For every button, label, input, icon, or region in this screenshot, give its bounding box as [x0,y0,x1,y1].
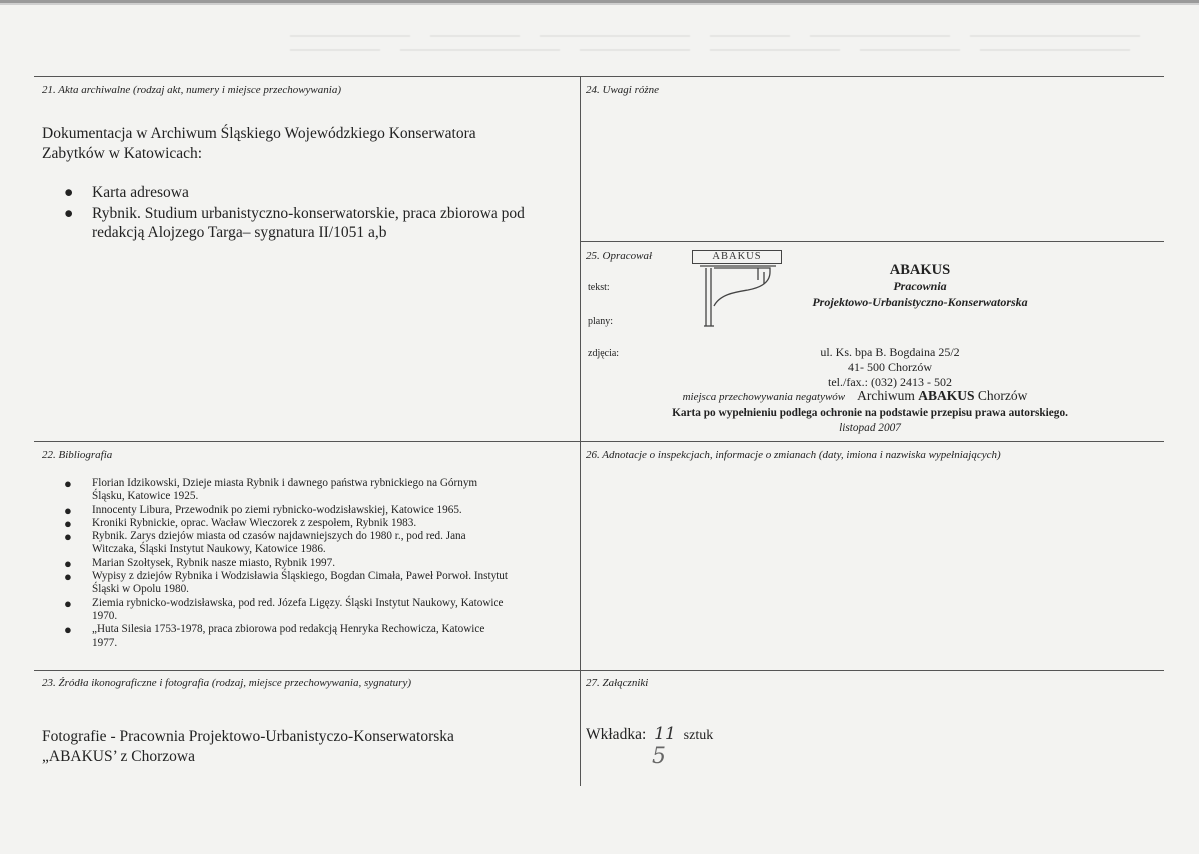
section-25-caption: 25. Opracował [586,250,652,262]
scan-edge-shadow [0,3,1199,5]
list-item-text: Karta adresowa [92,184,189,201]
rule-middle [34,441,1164,442]
list-item-text-cont: 1977. [92,636,118,649]
list-item-text: Wypisy z dziejów Rybnika i Wodzisławia Śląskiego, Bogdan Cimała, Paweł Porwoł. Instytut [92,570,509,583]
attachments-unit: sztuk [683,728,714,743]
firm-sub2: Projektowo-Urbanistyczno-Konserwatorska [812,295,1028,309]
handwritten-count: 11 [654,724,676,744]
list-item-text: Ziemia rybnicko-wodzisławska, pod red. Józefa Ligęzy. Śląski Instytut Naukowy, Katowice [92,596,504,609]
section-21-intro-line1: Dokumentacja w Archiwum Śląskiego Wojewódzkiego Konserwatora [42,125,476,142]
list-item-text: Rybnik. Studium urbanistyczno-konserwatorskie, praca zbiorowa pod [92,205,525,222]
list-item-text: „Huta Silesia 1753-1978, praca zbiorowa pod redakcją Henryka Rechowicza, Katowice [92,623,485,636]
phone: tel./fax.: (032) 2413 - 502 [828,375,952,389]
section-21-intro [42,124,572,164]
section-21-intro-line2: Zabytków w Katowicach: [42,145,203,162]
bullet-icon: ● [64,184,74,201]
list-item-text-cont: 1970. [92,609,118,622]
address-line2: 41- 500 Chorzów [848,360,932,374]
negatives-suffix: Chorzów [974,388,1028,403]
label-zdjecia: zdjęcia: [588,348,620,359]
negatives-label: miejsca przechowywania negatywów [682,391,846,403]
bullet-icon: ● [64,205,74,222]
list-item [60,504,576,517]
section-21-list [60,183,572,244]
negatives-prefix: Archiwum [857,388,919,403]
attachments-label: Wkładka: [586,726,647,743]
list-item-text: Rybnik. Zarys dziejów miasta od czasów najdawniejszych do 1980 r., pod red. Jana [92,530,466,543]
bullet-icon: ● [64,569,72,585]
list-item-text-cont: redakcją Alojzego Targa– sygnatura II/1051 a,b [92,224,387,241]
rule-s25-top [580,241,1164,242]
rule-center [580,76,581,786]
bullet-icon: ● [64,502,72,518]
bibliography-list [60,477,576,650]
section-23-text [42,727,572,767]
list-item [60,623,576,650]
abakus-logo [692,250,782,330]
label-tekst: tekst: [588,282,610,293]
section-23-line2: „ABAKUS’ z Chorzowa [42,748,195,765]
section-27-caption: 27. Załączniki [586,677,649,689]
bullet-icon: ● [64,476,72,491]
address-line1: ul. Ks. bpa B. Bogdaina 25/2 [820,345,960,359]
section-23-caption: 23. Źródła ikonograficzne i fotografia (rodzaj, miejsce przechowywania, sygnatury) [42,677,411,689]
list-item [60,597,576,624]
list-item-text: Kroniki Rybnickie, oprac. Wacław Wieczorek z zespołem, Rybnik 1983. [92,516,417,529]
column-capital-icon [692,250,782,330]
rule-lower [34,670,1164,671]
section-23-line1: Fotografie - Pracownia Projektowo-Urbanistyczo-Konserwatorska [42,728,454,745]
firm-name: ABAKUS [889,262,951,278]
firm-block [780,262,1060,310]
copyright-notice: Karta po wypełnieniu podlega ochronie na podstawie przepisu prawa autorskiego. [672,407,1068,419]
firm-sub1: Pracownia [893,279,947,293]
list-item-text: Marian Szołtysek, Rybnik nasze miasto, Rybnik 1997. [92,556,336,569]
label-plany: plany: [588,316,613,327]
handwritten-note: 5 [652,744,666,769]
list-item [60,570,576,597]
list-item [60,204,572,242]
list-item [60,477,576,504]
list-item-text-cont: Witczaka, Śląski Instytut Naukowy, Katowice 1986. [92,543,326,556]
rule-top [34,76,1164,77]
list-item-text-cont: Śląsku, Katowice 1925. [92,490,199,503]
list-item-text: Innocenty Libura, Przewodnik po ziemi rybnicko-wodzisławskiej, Katowice 1965. [92,503,462,516]
negatives-line [630,388,1080,404]
section-26-caption: 26. Adnotacje o inspekcjach, informacje o zmianach (daty, imiona i nazwiska wypełniających) [586,449,1001,461]
list-item [60,530,576,557]
list-item-text-cont: Śląski w Opolu 1980. [92,583,189,596]
list-item-text: Florian Idzikowski, Dzieje miasta Rybnik i dawnego państwa rybnickiego na Górnym [92,477,478,489]
bleed-through-marks [280,22,1160,62]
bullet-icon: ● [64,555,72,571]
logo-text: ABAKUS [692,250,782,264]
negatives-bold: ABAKUS [918,388,975,403]
list-item [60,557,576,570]
date: listopad 2007 [839,422,901,434]
bullet-icon: ● [64,529,72,545]
attachments-line [586,724,986,746]
section-24-caption: 24. Uwagi różne [586,84,660,96]
bullet-icon: ● [64,622,72,638]
section-22-caption: 22. Bibliografia [42,449,113,461]
bullet-icon: ● [64,595,72,611]
list-item [60,517,576,530]
bullet-icon: ● [64,515,72,531]
list-item [60,183,572,202]
bleed-through-text [280,22,1160,62]
address-block [760,345,1020,390]
section-21-caption: 21. Akta archiwalne (rodzaj akt, numery i miejsce przechowywania) [42,84,341,96]
